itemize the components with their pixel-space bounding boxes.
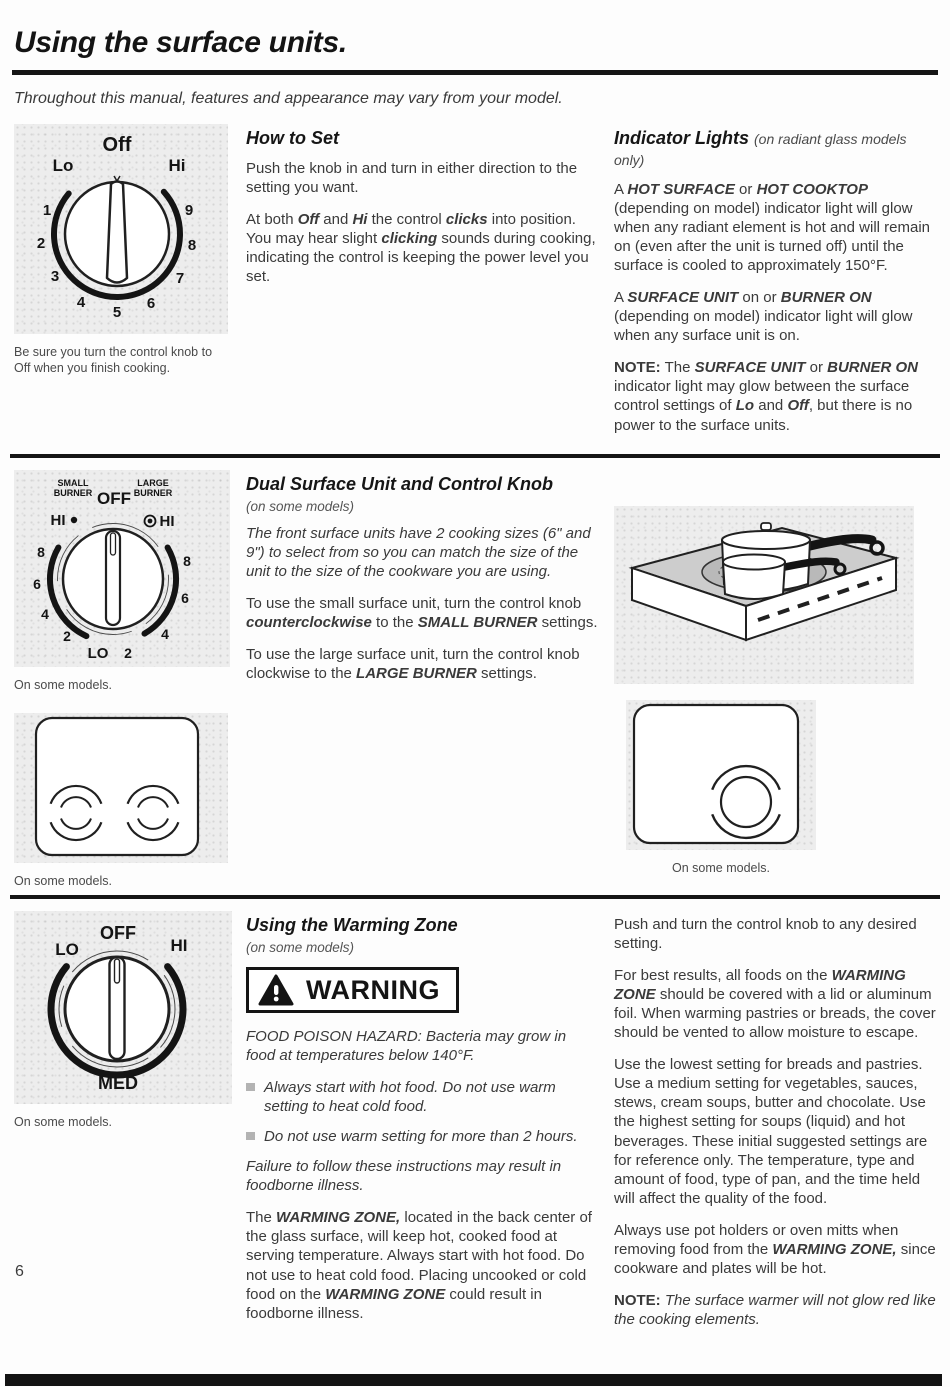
column-images-3 [14,911,230,1130]
how-to-set-paragraph-2: At both Off and Hi the control clicks into position. You may hear slight clicking sounds during cooking, indicating the control is keeping the power level you set. [246,211,596,286]
warming-heading: Using the Warming Zone [246,915,458,936]
how-to-set-heading: How to Set [246,128,339,148]
svg-text:5: 5 [112,304,122,321]
svg-text:4: 4 [41,605,49,622]
two-burner-cooktop-icon [14,713,228,863]
svg-text:HI: HI [159,512,175,530]
svg-text:HI: HI [50,511,66,529]
svg-text:Off: Off [102,134,132,156]
dual-paragraph-3: To use the large surface unit, turn the control knob clockwise to the LARGE BURNER settings. [246,645,580,682]
single-dual-burner-cooktop-image [626,700,816,850]
indicator-paragraph-2: A SURFACE UNIT on or BURNER ON (depending on model) indicator light will glow when any surface unit is on. [614,289,913,345]
svg-text:Lo: Lo [52,156,74,175]
svg-text:LO: LO [87,644,109,662]
warming-right-paragraph-4: Always use pot holders or oven mitts when removing food from the WARMING ZONE, since cookware and plates will be hot. [614,1221,936,1277]
list-item: Do not use warm setting for more than 2 hours. [246,1127,598,1146]
indicator-paragraph-1: A HOT SURFACE or HOT COOKTOP (depending on model) indicator light will glow when any radiant element is hot and will remain on (even after the unit is turned off) until the surface is cooled to approximately 150°F. [614,181,931,275]
svg-text:9: 9 [184,202,194,219]
svg-text:OFF: OFF [97,488,131,508]
warning-label: WARNING [306,974,440,1005]
dual-knob-caption: On some models. [14,677,112,692]
column-warming-right [614,911,940,1342]
pots-on-cooktop-icon [614,506,914,684]
svg-text:OFF: OFF [100,923,136,944]
svg-text:1: 1 [42,202,52,219]
column-indicator-lights [614,124,940,448]
dual-control-knob-icon [14,470,230,667]
single-control-knob-icon [14,127,228,327]
warming-subnote: (on some models) [246,940,355,956]
warming-right-note-paragraph: NOTE: The surface warmer will not glow red like the cooking elements. [614,1291,936,1328]
page-subtitle: Throughout this manual, features and appearance may vary from your model. [14,90,563,107]
failure-paragraph: Failure to follow these instructions may result in foodborne illness. [246,1158,562,1195]
svg-text:4: 4 [76,294,86,311]
indicator-lights-heading-note: (on radiant glass models only) [614,131,907,168]
svg-text:LARGE: LARGE [137,477,169,488]
indicator-lights-heading: Indicator Lights (on radiant glass models only) [614,128,907,168]
svg-text:3: 3 [50,268,60,285]
svg-text:6: 6 [33,575,41,592]
indicator-note-paragraph: NOTE: The SURFACE UNIT or BURNER ON indicator light may glow between the surface control settings of Lo and Off, but there is no power to the surface units. [614,359,918,434]
column-how-to-set [246,124,598,299]
section-divider [10,454,940,458]
svg-text:8: 8 [187,237,197,254]
warming-right-paragraph-2: For best results, all foods on the WARMING ZONE should be covered with a lid or aluminum foil. When warming pastries or breads, the cover should be vented to allow moisture to escape. [614,967,936,1042]
column-images-2 [14,470,230,890]
warming-control-knob-icon [14,911,232,1104]
square-bullet-icon [246,1132,255,1140]
single-dual-burner-cooktop-caption: On some models. [672,860,770,875]
two-burner-cooktop-image [14,713,228,863]
column-images-2-right [614,470,940,876]
column-images-1 [14,124,230,377]
svg-text:MED: MED [98,1073,138,1094]
single-dual-burner-cooktop-icon [626,700,816,850]
warning-triangle-icon [258,974,294,1006]
small-burner-dot-icon [71,516,77,522]
svg-text:BURNER: BURNER [53,487,93,498]
section-divider [10,895,940,899]
svg-text:2: 2 [124,644,132,661]
dual-paragraph-1: The front surface units have 2 cooking sizes (6" and 9") to select from so you can match the size of the unit to the size of the cookware you are using. [246,524,591,580]
svg-text:8: 8 [37,543,45,560]
svg-text:4: 4 [161,625,169,642]
dual-knob-image [14,470,230,667]
section-how-to-set [0,124,950,448]
warning-box [246,967,459,1013]
warming-right-paragraph-3: Use the lowest setting for breads and pastries. Use a medium setting for vegetables, sauces, stews, cream soups, butter and chocolate. Use the highest setting for soups (liquid) and hot beverages. These initial suggested settings are for reference only. The temperature, type and amount of food, type of pan, and the time held will affect the quality of the food. [614,1056,928,1207]
dual-heading: Dual Surface Unit and Control Knob [246,473,554,494]
hazard-paragraph: FOOD POISON HAZARD: Bacteria may grow in food at temperatures below 140°F. [246,1028,567,1065]
svg-text:6: 6 [181,589,189,606]
two-burner-cooktop-caption: On some models. [14,873,112,888]
section-warming-zone [0,911,950,1371]
dual-paragraph-2: To use the small surface unit, turn the control knob counterclockwise to the SMALL BURNER settings. [246,594,598,631]
list-item: Always start with hot food. Do not use warm setting to heat cold food. [246,1078,598,1116]
footer-bar [5,1374,942,1386]
svg-text:Hi: Hi [168,156,186,175]
title-rule [12,70,938,75]
how-to-set-paragraph-1: Push the knob in and turn in either direction to the setting you want. [246,160,578,197]
column-dual-text [246,470,598,696]
section-dual-surface-unit [0,470,950,890]
page-number: 6 [15,1263,24,1280]
pots-on-cooktop-image [614,506,914,684]
svg-text:SMALL: SMALL [57,477,89,488]
single-knob-image [14,124,228,334]
svg-text:BURNER: BURNER [133,487,173,498]
warming-zone-paragraph: The WARMING ZONE, located in the back center of the glass surface, will keep hot, cooked food at serving temperature. Always start with hot food. Do not use to heat cold food. Placing uncooked or cold food on the WARMING ZONE could result in foodborne illness. [246,1209,592,1322]
svg-text:LO: LO [55,940,79,960]
svg-text:HI: HI [170,936,188,956]
svg-text:7: 7 [175,270,185,287]
warming-knob-image [14,911,232,1104]
svg-text:2: 2 [63,627,71,644]
svg-text:2: 2 [36,235,46,252]
square-bullet-icon [246,1083,255,1091]
svg-text:8: 8 [183,552,191,569]
svg-text:6: 6 [146,295,156,312]
dual-subnote: (on some models) [246,498,355,514]
knob1-caption: Be sure you turn the control knob to Off when you finish cooking. [14,345,213,376]
warming-right-paragraph-1: Push and turn the control knob to any desired setting. [614,916,917,953]
page-title: Using the surface units. [14,26,347,59]
column-warming-text [246,911,598,1336]
warming-knob-caption: On some models. [14,1115,112,1130]
